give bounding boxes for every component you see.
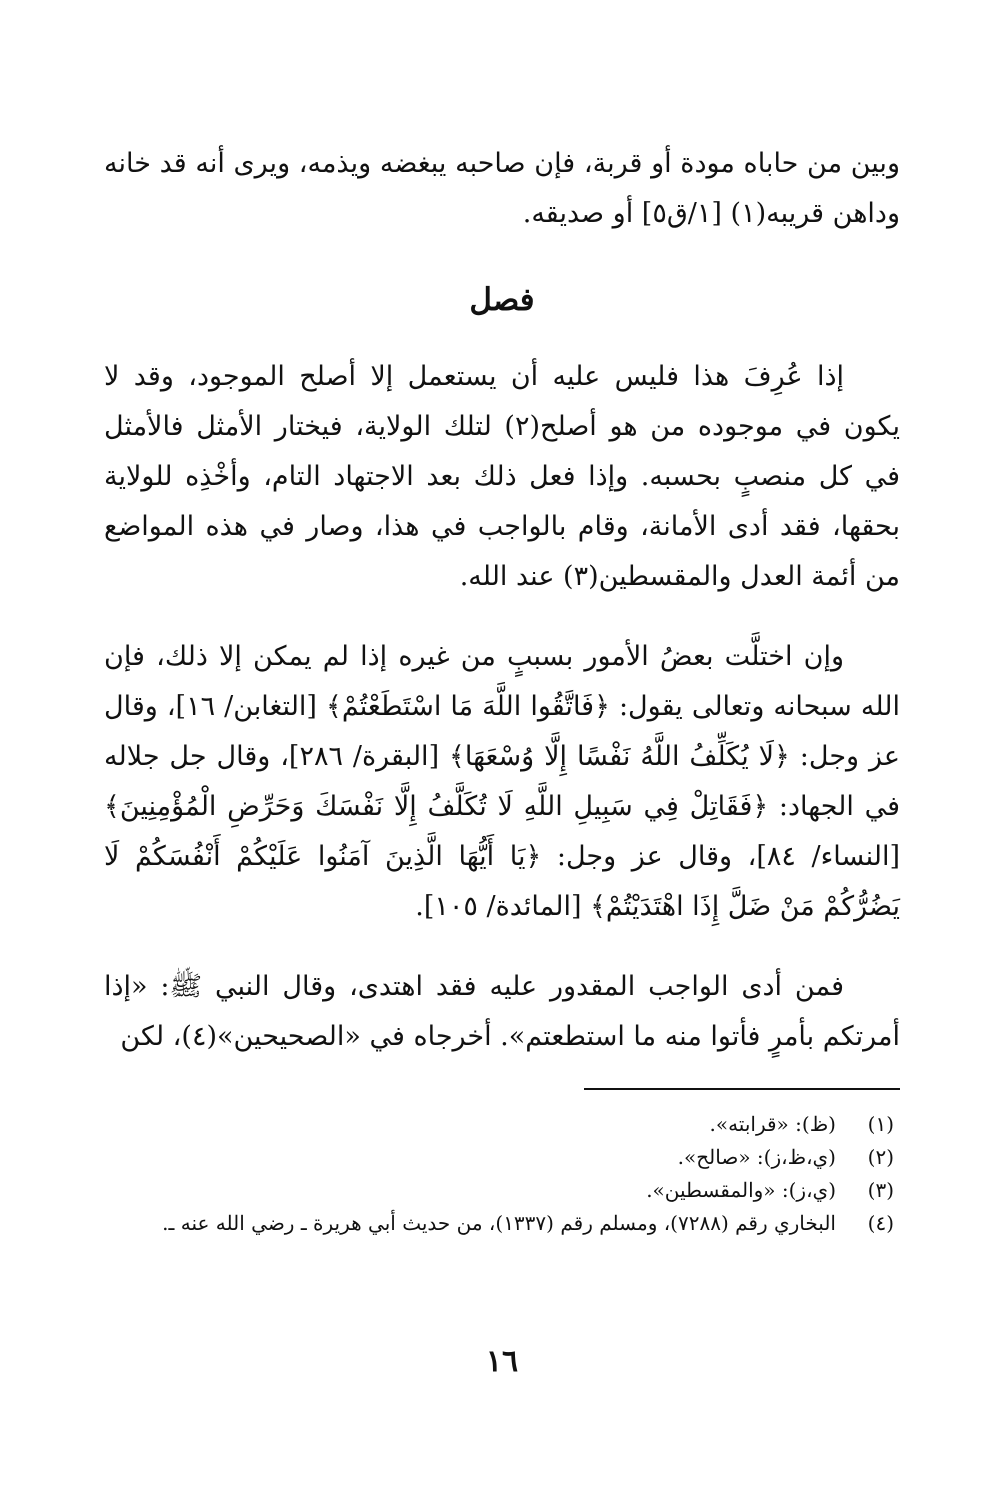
footnote-number: (٢) [867, 1145, 894, 1169]
footnote-text: (ي،ز): «والمقسطين». [646, 1178, 836, 1202]
paragraph-quran-verses: وإن اختلَّت بعضُ الأمور بسببٍ من غيره إذا لم يمكن إلا ذلك، فإن الله سبحانه وتعالى يقول: ﴿فَاتَّقُوا اللَّهَ مَا اسْتَطَعْتُمْ﴾ [التغابن/ ١٦]، وقال عز وجل: ﴿لَا يُكَلِّفُ اللَّهُ نَفْسًا إِلَّا وُسْعَهَا﴾ [البقرة/ ٢٨٦]، وقال جل جلاله في الجهاد: ﴿فَقَاتِلْ فِي سَبِيلِ اللَّهِ لَا تُكَلَّفُ إِلَّا نَفْسَكَ وَحَرِّضِ الْمُؤْمِنِينَ﴾ [النساء/ ٨٤]، وقال عز وجل: ﴿يَا أَيُّهَا الَّذِينَ آمَنُوا عَلَيْكُمْ أَنْفُسَكُمْ لَا يَضُرُّكُمْ مَنْ ضَلَّ إِذَا اهْتَدَيْتُمْ﴾ [المائدة/ ١٠٥]. [104, 641, 900, 922]
footnote-number: (٤) [867, 1211, 894, 1235]
footnote-item [104, 1207, 900, 1240]
footnotes [104, 1108, 900, 1240]
paragraph-best-available: إذا عُرِفَ هذا فليس عليه أن يستعمل إلا أصلح الموجود، وقد لا يكون في موجوده من هو أصلح(٢) لتلك الولاية، فيختار الأمثل فالأمثل في كل منصبٍ بحسبه. وإذا فعل ذلك بعد الاجتهاد التام، وأخْذِه للولاية بحقها، فقد أدى الأمانة، وقام بالواجب في هذا، وصار في هذه المواضع من أئمة العدل والمقسطين(٣) عند الله. [104, 361, 900, 592]
page-number: ١٦ [485, 1344, 519, 1379]
footnote-text: (ي،ظ،ز): «صالح». [677, 1145, 836, 1169]
footnote-item [104, 1108, 900, 1141]
footnote-number: (١) [867, 1112, 894, 1136]
section-heading: فصل [469, 282, 535, 318]
footnote-number: (٣) [867, 1178, 894, 1202]
footnote-text: البخاري رقم (٧٢٨٨)، ومسلم رقم (١٣٣٧)، من حديث أبي هريرة ـ رضي الله عنه ـ. [162, 1211, 836, 1235]
footnote-divider [584, 1088, 900, 1090]
footnote-item [104, 1174, 900, 1207]
footnote-item [104, 1141, 900, 1174]
paragraph-hadith: فمن أدى الواجب المقدور عليه فقد اهتدى، وقال النبي ﷺ: «إذا أمرتكم بأمرٍ فأتوا منه ما استطعتم». أخرجاه في «الصحيحين»(٤)، لكن [104, 971, 900, 1052]
footnote-text: (ظ): «قرابته». [709, 1112, 836, 1136]
paragraph-continuation: وبين من حاباه مودة أو قربة، فإن صاحبه يبغضه ويذمه، ويرى أنه قد خانه وداهن قريبه(١) [١/ق٥] أو صديقه. [104, 148, 900, 229]
